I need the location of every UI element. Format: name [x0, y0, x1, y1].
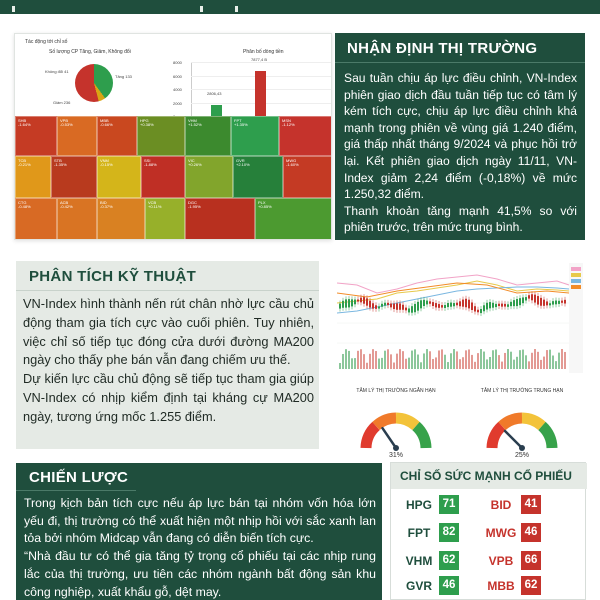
ticker: HPG [405, 498, 432, 512]
candle-body [492, 303, 494, 308]
candle-body [348, 299, 350, 307]
volume-bar [477, 353, 479, 369]
volume-bar [522, 350, 524, 369]
candle-body [486, 303, 488, 310]
volume-bar [429, 351, 431, 369]
volume-bar [423, 353, 425, 369]
volume-bar [348, 351, 350, 369]
volume-bar [564, 352, 566, 369]
volume-bar [495, 350, 497, 369]
candle-body [357, 300, 359, 302]
volume-bar [507, 349, 509, 369]
strategy-paragraph: Trong kịch bản tích cực nếu áp lực bán tại nhóm vốn hóa lớn yếu đi, thị trường có thể xuất hiện một nhịp hồi với sắc xanh lan tỏa bởi nhóm Midcap vẫn đang có diễn biến tích cực. [24, 496, 376, 546]
score-badge: 82 [439, 523, 459, 542]
volume-bar [345, 349, 347, 369]
volume-bar [468, 349, 470, 369]
candle-body [387, 303, 389, 305]
volume-bar [537, 352, 539, 369]
y-tick-label: 4000 [173, 87, 182, 92]
treemap-cell: VIC +0.26% [185, 156, 233, 198]
volume-bar [435, 357, 437, 369]
score-badge: 62 [521, 576, 541, 595]
gauge-value: 31% [388, 452, 403, 459]
treemap-cell: VHM +1.52% [185, 116, 231, 156]
candle-body [558, 301, 560, 304]
volume-bar [378, 359, 380, 369]
sentiment-gauges [337, 382, 583, 462]
treemap-cell: MWG -1.60% [283, 156, 332, 198]
candle-body [390, 304, 392, 308]
pie-label-down: Giảm 236 [53, 100, 71, 105]
advance-decline-pie [75, 64, 113, 102]
volume-bar [543, 357, 545, 369]
technical-paragraph: VN-Index hình thành nến rút chân nhờ lực cầu chủ động tham gia tích cực vào cuối phiên. Tuy nhiên, việc chỉ số tiếp tục đóng cửa dưới đường MA200 ngày cho thấy phe bán vẫn đang chiếm ưu thế. [23, 296, 314, 368]
gauge-mid-term [463, 382, 581, 462]
ticker: GVR [405, 579, 432, 593]
score-badge: 46 [521, 523, 541, 542]
gauge-needle [383, 428, 397, 448]
candle-body [435, 303, 437, 307]
market-view-panel [335, 33, 585, 240]
treemap-cell: PLX +0.85% [255, 198, 332, 240]
candle-body [498, 304, 500, 306]
ticker: FPT [407, 526, 431, 540]
volume-bar [366, 363, 368, 369]
ticker: MBB [487, 579, 515, 593]
volume-bar [432, 359, 434, 369]
stock-strength-panel [390, 462, 586, 600]
candle-body [369, 301, 371, 308]
treemap-cell: GVR +2.10% [233, 156, 283, 198]
volume-bar [498, 355, 500, 369]
volume-bar [411, 351, 413, 369]
candle-body [480, 309, 482, 313]
strategy-panel [16, 463, 382, 600]
candle-body [429, 301, 431, 303]
treemap-cell: TCB -0.21% [15, 156, 51, 198]
volume-bar [375, 351, 377, 369]
volume-bar [351, 358, 353, 369]
gauge-needle [505, 431, 522, 448]
technical-heading: PHÂN TÍCH KỸ THUẬT [16, 261, 319, 291]
technical-analysis-panel [16, 261, 319, 449]
treemap-cell: VCB +0.11% [145, 198, 185, 240]
candle-body [495, 304, 497, 307]
candle-body [546, 301, 548, 305]
volume-bar [372, 349, 374, 369]
candle-body [456, 303, 458, 306]
volume-bar [474, 362, 476, 369]
y-tick-label: 6000 [173, 73, 182, 79]
candle-body [552, 301, 554, 304]
score-badge: 46 [439, 576, 459, 595]
market-view-heading: NHẬN ĐỊNH THỊ TRƯỜNG [335, 33, 585, 63]
volume-bar [513, 360, 515, 369]
candle-body [525, 297, 527, 300]
candle-body [441, 305, 443, 307]
candle-body [426, 301, 428, 305]
candle-body [504, 304, 506, 307]
volume-bar [342, 354, 344, 369]
bar-value-label: 7877,4 B [251, 56, 268, 62]
treemap-cell: MBB -0.66% [97, 116, 137, 156]
volume-bar [438, 350, 440, 369]
technical-paragraph: Dự kiến lực cầu chủ động sẽ tiếp tục tham gia giúp VN-Index có nhịp kiểm định tại kháng cự MA200 ngày, tương ứng mốc 1.255 điểm. [23, 371, 314, 424]
volume-bar [525, 355, 527, 369]
candle-body [438, 304, 440, 308]
volume-bar [504, 353, 506, 369]
treemap-cell: CTG -0.48% [15, 198, 57, 240]
treemap-cell: SSI -1.88% [141, 156, 185, 198]
candle-body [393, 304, 395, 309]
y-tick-label: 2000 [173, 100, 182, 106]
volume-bar [519, 350, 521, 369]
candle-body [501, 304, 503, 307]
candle-body [537, 296, 539, 305]
candle-body [381, 304, 383, 307]
candle-body [477, 310, 479, 313]
candle-body [399, 303, 401, 309]
candle-body [507, 304, 509, 307]
volume-bar [417, 355, 419, 369]
dashboard-title: Tác động tới chỉ số [25, 39, 68, 45]
candle-body [396, 303, 398, 309]
volume-bar [354, 358, 356, 369]
gauge-title: TÂM LÝ THỊ TRƯỜNG TRUNG HẠN [480, 388, 564, 394]
volume-bar [387, 349, 389, 369]
candle-body [516, 299, 518, 306]
treemap-cell: HPG +0.38% [137, 116, 185, 156]
volume-bar [480, 349, 482, 369]
volume-bar [420, 362, 422, 369]
volume-bar [414, 349, 416, 369]
candle-body [459, 301, 461, 306]
volume-bar [471, 355, 473, 369]
ticker: BID [490, 498, 512, 512]
volume-bar [540, 360, 542, 369]
volume-bar [408, 358, 410, 369]
score-badge: 66 [521, 551, 541, 570]
volume-bar [465, 350, 467, 369]
candle-body [471, 302, 473, 310]
candle-body [549, 303, 551, 305]
gauge-short-term [337, 382, 455, 462]
volume-bar [558, 353, 560, 369]
candle-body [453, 303, 455, 306]
volume-bar [369, 354, 371, 369]
pie-title: Số lượng CP Tăng, Giảm, Không đổi [49, 49, 131, 55]
candle-body [519, 298, 521, 305]
candle-body [408, 308, 410, 312]
volume-bar [441, 349, 443, 369]
treemap-cell: VNM -0.15% [97, 156, 141, 198]
ticker: VHM [405, 554, 433, 568]
volume-bar [456, 351, 458, 369]
candle-body [534, 295, 536, 303]
volume-bar [489, 357, 491, 369]
candle-body [474, 306, 476, 311]
volume-bar [561, 349, 563, 369]
bar-axis [191, 62, 192, 124]
volume-bar [486, 359, 488, 369]
volume-bar [393, 363, 395, 369]
candle-body [528, 295, 530, 298]
treemap-cell: STB -1.35% [51, 156, 97, 198]
strategy-heading: CHIẾN LƯỢC [16, 463, 136, 491]
volume-bar [483, 352, 485, 369]
strategy-paragraph: “Nhà đầu tư có thể gia tăng tỷ trọng cổ phiếu tại các nhịp rung lắc của thị trường, ưu tiên các nhóm ngành bất động sản khu công nghiệp, xuất khẩu gỗ, dệt may. [24, 549, 376, 599]
treemap-cell: DGC -1.95% [185, 198, 255, 240]
volume-bar [384, 351, 386, 369]
treemap-cell: VPB -0.53% [57, 116, 97, 156]
treemap-cell: SHB -1.64% [15, 116, 57, 156]
pie-label-up: Tăng 133 [115, 74, 132, 79]
volume-bar [360, 349, 362, 369]
candle-body [366, 298, 368, 305]
candle-body [375, 305, 377, 309]
volume-bar [492, 350, 494, 369]
ticker: MWG [485, 526, 517, 540]
score-badge: 41 [521, 495, 541, 514]
candle-body [468, 300, 470, 309]
candle-body [363, 297, 365, 304]
candle-body [555, 301, 557, 305]
volume-bar [390, 354, 392, 369]
banner-mark [12, 6, 15, 12]
candle-body [450, 303, 452, 307]
grid-line [191, 62, 331, 63]
candle-body [417, 302, 419, 311]
price-chart-svg [337, 263, 583, 373]
volume-bar [363, 354, 365, 369]
banner-mark [235, 6, 238, 12]
candle-body [513, 300, 515, 306]
volume-bar [453, 349, 455, 369]
market-view-paragraph: Thanh khoản tăng mạnh 41,5% so với phiên trước, trên mức trung bình. [344, 203, 577, 235]
volume-bar [510, 352, 512, 369]
candle-body [564, 300, 566, 304]
score-badge: 71 [439, 495, 459, 514]
ticker: VPB [488, 554, 514, 568]
candle-body [378, 306, 380, 308]
candle-body [540, 298, 542, 306]
candle-body [465, 299, 467, 307]
volume-bar [459, 359, 461, 369]
volume-bar [546, 350, 548, 369]
bar-value-label: 2806,43 [207, 91, 222, 97]
candle-body [360, 298, 362, 303]
candle-body [339, 304, 341, 309]
strength-heading: CHỈ SỐ SỨC MẠNH CỔ PHIẾU [391, 463, 587, 489]
candle-body [372, 303, 374, 308]
candle-body [531, 294, 533, 300]
treemap-cell: FPT +1.35% [231, 116, 279, 156]
volume-bar [450, 353, 452, 369]
treemap-cell: MSN -1.12% [279, 116, 332, 156]
candle-body [423, 300, 425, 306]
volume-bar [516, 357, 518, 369]
candle-body [402, 305, 404, 310]
gauge-value: 25% [514, 452, 529, 459]
top-banner [0, 0, 600, 14]
strategy-text [24, 495, 376, 600]
banner-mark [200, 6, 203, 12]
candle-body [420, 300, 422, 308]
candle-body [510, 302, 512, 306]
market-view-text [344, 70, 577, 236]
gauge-title: TÂM LÝ THỊ TRƯỜNG NGẮN HẠN [356, 388, 436, 394]
volume-bar [549, 350, 551, 369]
candle-body [462, 300, 464, 307]
candle-body [483, 305, 485, 311]
candle-body [384, 303, 386, 306]
volume-bar [534, 349, 536, 369]
volume-bar [555, 361, 557, 369]
volume-bar [426, 349, 428, 369]
candle-body [345, 299, 347, 307]
volume-bar [552, 355, 554, 369]
candle-body [444, 305, 446, 308]
volume-bar [462, 357, 464, 369]
candle-body [522, 297, 524, 303]
market-dashboard-image [14, 33, 332, 240]
volume-bar [528, 361, 530, 369]
candle-body [411, 306, 413, 313]
candle-body [414, 304, 416, 312]
score-badge: 62 [439, 551, 459, 570]
candle-body [489, 302, 491, 308]
volume-bar [381, 358, 383, 369]
treemap-cell: BID -0.37% [97, 198, 145, 240]
candle-body [354, 300, 356, 305]
candle-body [405, 308, 407, 311]
technical-text [23, 295, 314, 427]
bar-title: Phân bố dòng tiền [243, 49, 284, 55]
volume-bar [531, 353, 533, 369]
volume-bar [447, 362, 449, 369]
market-view-paragraph: Sau tuần chịu áp lực điều chỉnh, VN-Index phiên giao dịch đầu tuần tiếp tục có tâm lý kém tích cực, chịu áp lực điều chỉnh khá mạnh trong phiên về vùng giá 1.240 điểm, giá thấp nhất tháng 9/2024 và phục hồi trở lại. Kết phiên giao dịch ngày 11/11, VN-Index giảm 2,24 điểm (-0,18%) về mức 1.250,32 điểm. [344, 71, 577, 202]
pie-label-unchanged: Không đổi 41 [45, 69, 69, 74]
treemap-cell: ACB -0.42% [57, 198, 97, 240]
candle-body [342, 301, 344, 308]
y-tick-label: 8000 [173, 60, 182, 65]
volume-bar [339, 363, 341, 369]
candle-body [561, 301, 563, 303]
volume-bar [402, 351, 404, 369]
candle-body [432, 302, 434, 306]
candle-body [351, 299, 353, 306]
candle-body [543, 300, 545, 306]
volume-bar [357, 351, 359, 369]
volume-bar [396, 354, 398, 369]
volume-bar [405, 359, 407, 369]
volume-bar [444, 355, 446, 369]
vnindex-price-chart [337, 263, 583, 373]
volume-bar [501, 362, 503, 369]
candle-body [447, 303, 449, 307]
heatmap-treemap [15, 116, 332, 240]
volume-bar [399, 349, 401, 369]
